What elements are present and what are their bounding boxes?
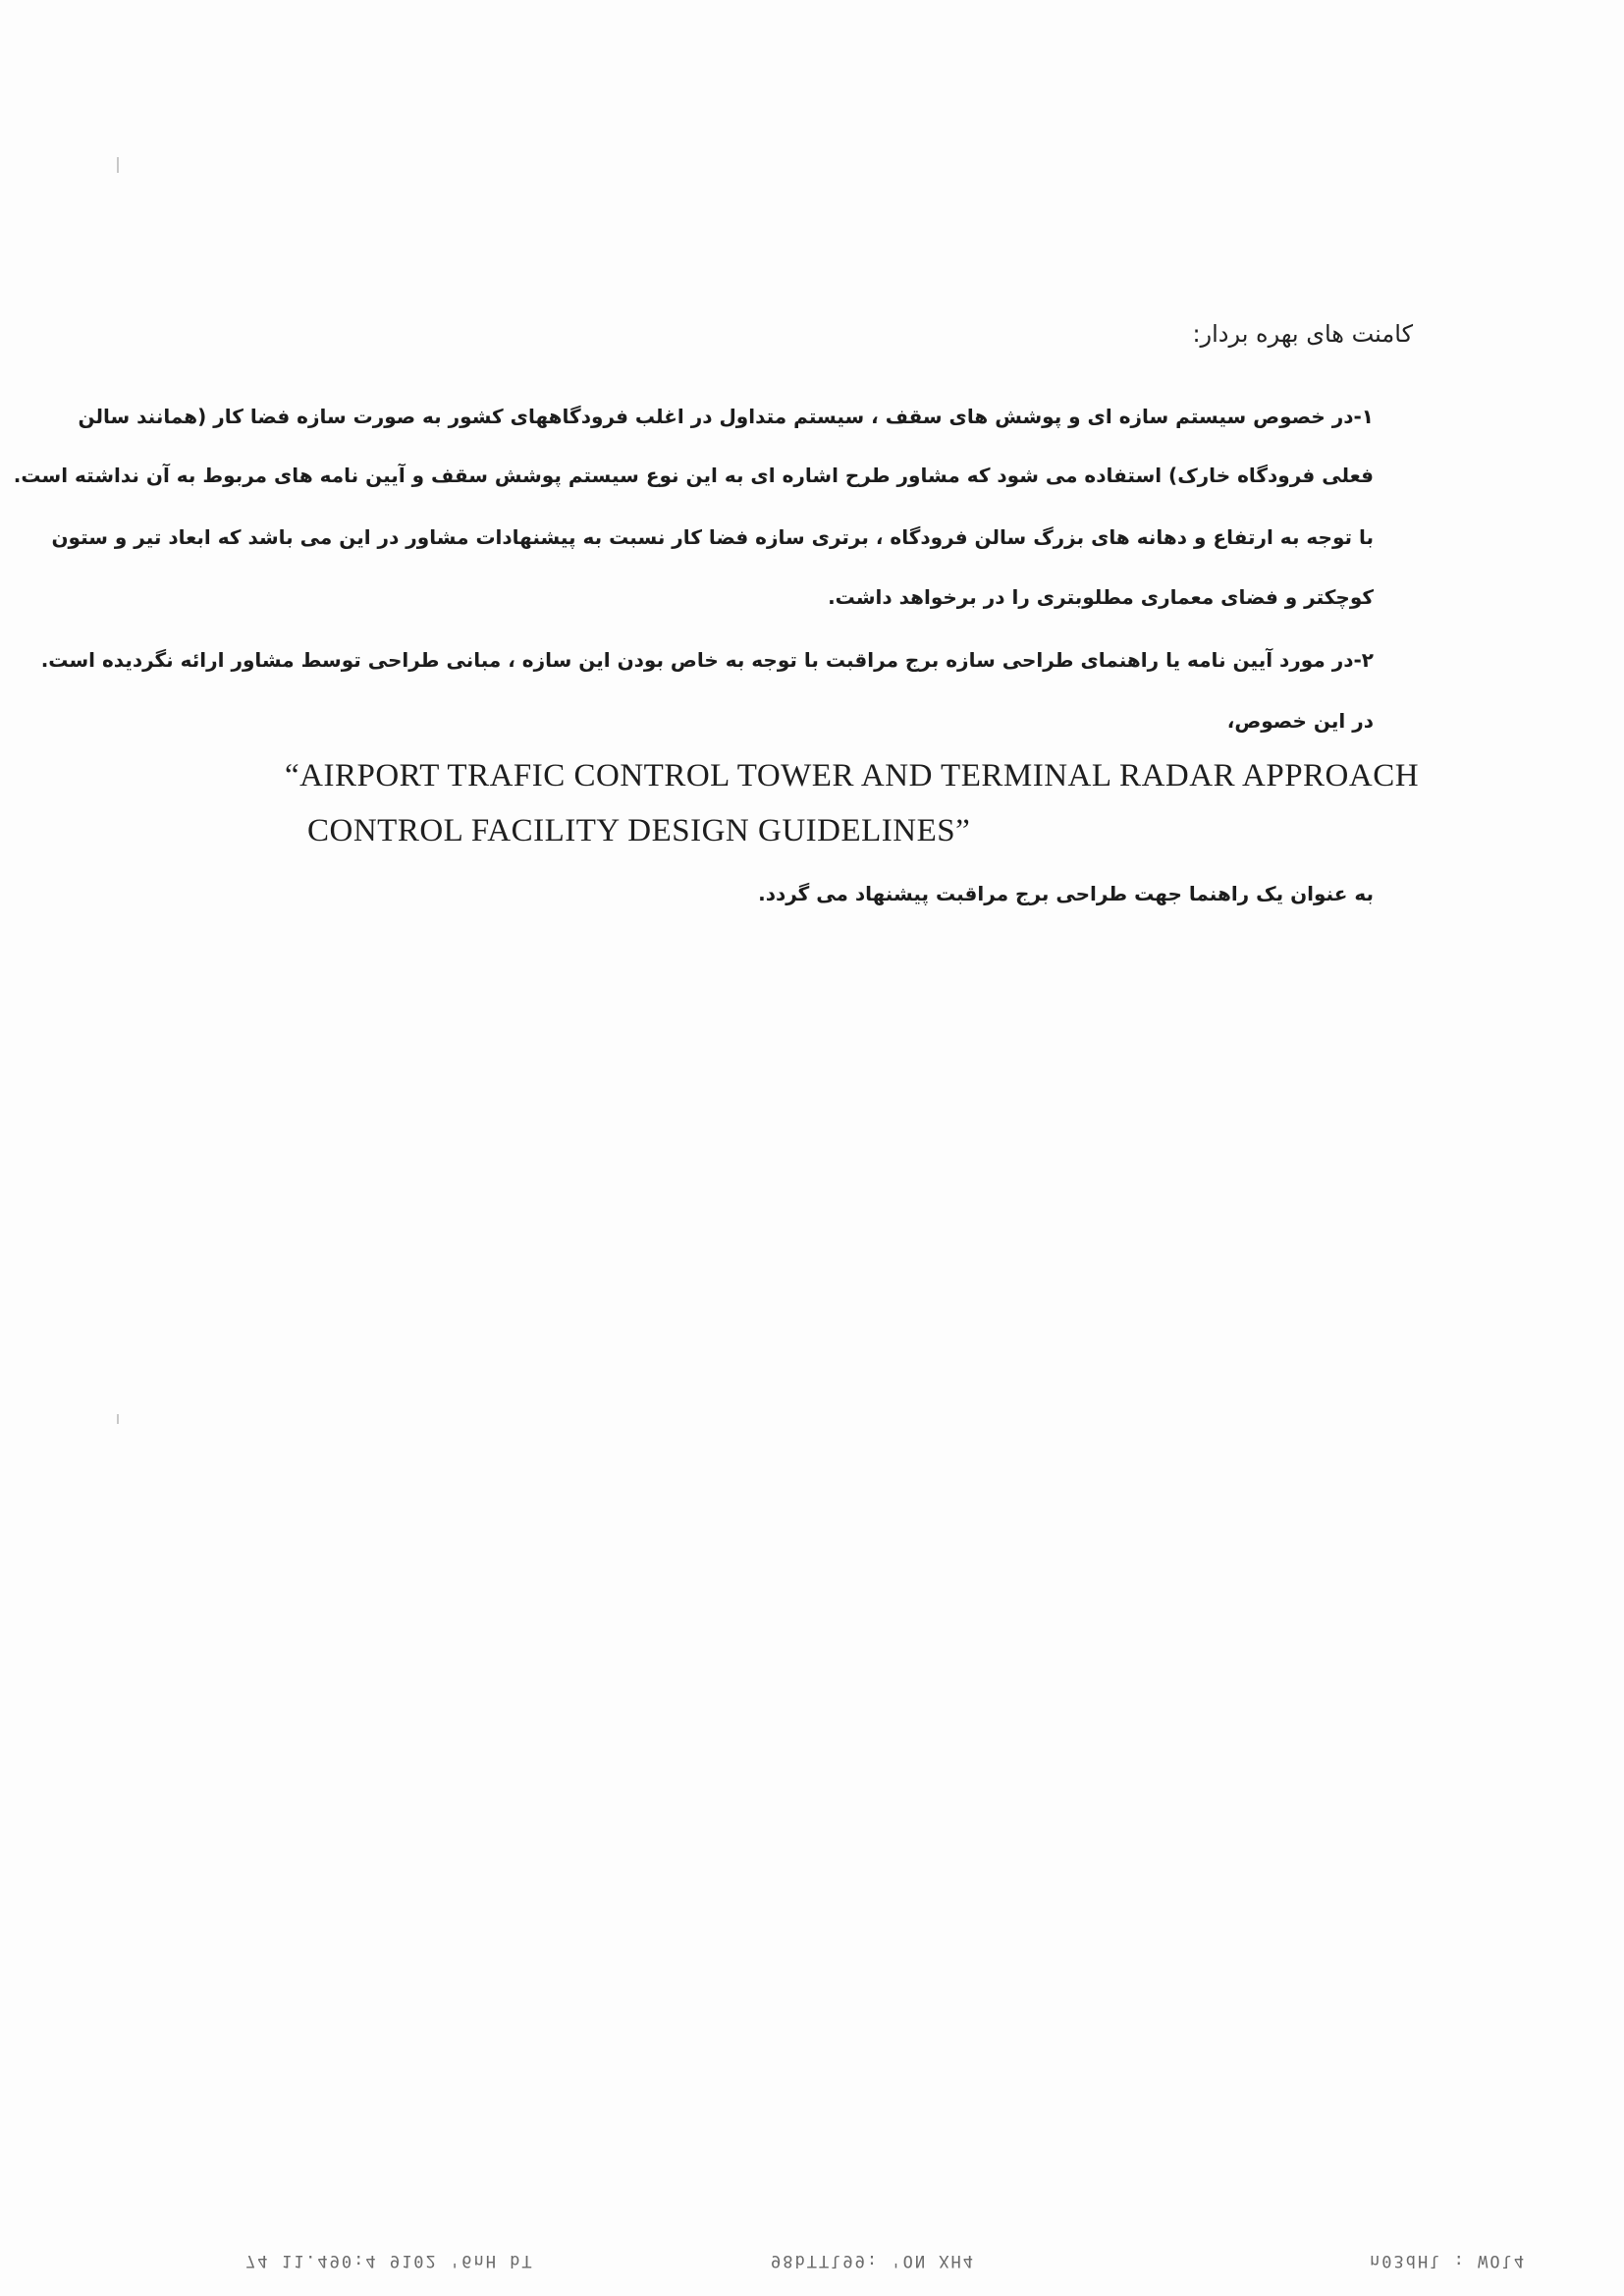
scan-mark: [117, 157, 119, 173]
paragraph-line: ۱-در خصوص سیستم سازه ای و پوشش های سقف ، سیستم متداول در اغلب فرودگاههای کشور به صورت سازه فضا کار (همانند سالن: [78, 405, 1374, 428]
comments-heading: کامنت های بهره بردار:: [1192, 320, 1413, 348]
closing-line: به عنوان یک راهنما جهت طراحی برج مراقبت پیشنهاد می گردد.: [758, 882, 1374, 905]
scan-mark: [117, 1414, 119, 1424]
paragraph-line: فعلی فرودگاه خارک) استفاده می شود که مشاور طرح اشاره ای به این نوع سیستم پوشش سقف و آیین نامه های مربوط به آن نداشته است.: [13, 464, 1374, 487]
fax-footer-center: 98bTTl99: 'ON XH4: [771, 2251, 975, 2270]
guideline-title-line-2: CONTROL FACILITY DESIGN GUIDELINES”: [307, 813, 971, 848]
paragraph-line: در این خصوص،: [1226, 709, 1374, 733]
fax-footer-right: n03dHl : WOl4: [1370, 2251, 1527, 2270]
paragraph-line: کوچکتر و فضای معماری مطلوبتری را در برخواهد داشت.: [828, 585, 1374, 609]
paragraph-line: ۲-در مورد آیین نامه یا راهنمای طراحی سازه برج مراقبت با توجه به خاص بودن این سازه ، مبانی طراحی توسط مشاور ارائه نگردیده است.: [40, 648, 1374, 672]
fax-footer-left: 74 11.490:4 9102 '6nH bT: [245, 2251, 534, 2270]
paragraph-line: با توجه به ارتفاع و دهانه های بزرگ سالن فرودگاه ، برتری سازه فضا کار نسبت به پیشنهادات مشاور در این می باشد که ابعاد تیر و ستون: [51, 525, 1374, 549]
guideline-title-line-1: “AIRPORT TRAFIC CONTROL TOWER AND TERMINAL RADAR APPROACH: [285, 758, 1420, 793]
